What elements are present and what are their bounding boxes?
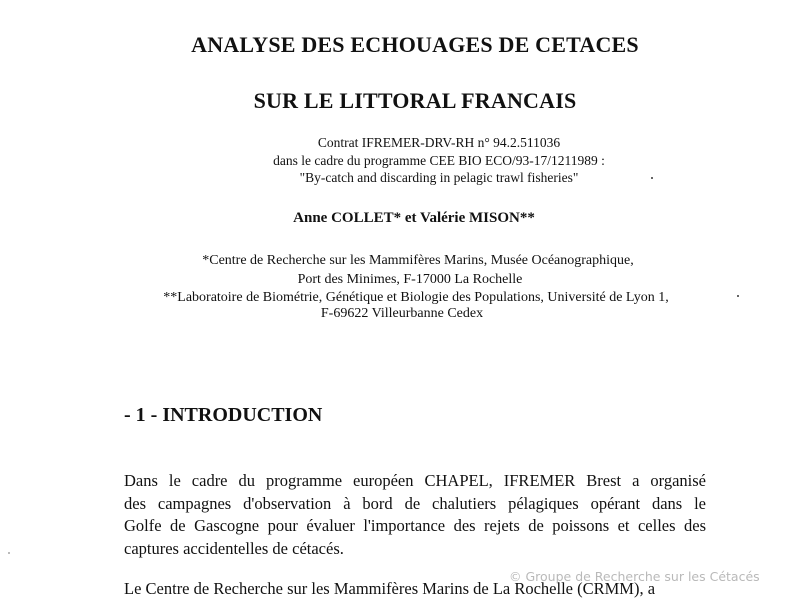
- paragraph-2-start: Le Centre de Recherche sur les Mammifères Marins de La Rochelle (CRMM), a: [124, 579, 656, 598]
- scan-speck: [737, 295, 739, 297]
- copyright-watermark: © Groupe de Recherche sur les Cétacés: [509, 569, 760, 584]
- title-line-2: SUR LE LITTORAL FRANCAIS: [253, 88, 577, 113]
- contract-number: Contrat IFREMER-DRV-RH n° 94.2.511036: [317, 135, 561, 150]
- affiliation-2-line-2: F-69622 Villeurbanne Cedex: [320, 306, 484, 321]
- paragraph-1-line: des campagnes d'observation à bord de chalutiers pélagiques opérant dans le: [124, 493, 706, 513]
- paragraph-1-line: captures accidentelles de cétacés.: [124, 538, 344, 558]
- contract-project-title: "By-catch and discarding in pelagic trawl fisheries": [299, 170, 579, 185]
- paragraph-1-line: Dans le cadre du programme européen CHAPEL, IFREMER Brest a organisé: [124, 471, 706, 490]
- section-heading: - 1 - INTRODUCTION: [124, 404, 323, 426]
- paragraph-1: [124, 470, 706, 560]
- affiliation-1-line-1: *Centre de Recherche sur les Mammifères Marins, Musée Océanographique,: [202, 253, 634, 268]
- affiliation-2-line-1: **Laboratoire de Biométrie, Génétique et Biologie des Populations, Université de Lyon 1,: [163, 290, 669, 305]
- affiliation-1-line-2: Port des Minimes, F-17000 La Rochelle: [297, 272, 523, 287]
- contract-info: [0, 134, 800, 187]
- contract-programme: dans le cadre du programme CEE BIO ECO/93-17/1211989 :: [273, 152, 605, 168]
- title-line-1: ANALYSE DES ECHOUAGES DE CETACES: [191, 32, 639, 57]
- scan-speck: [8, 552, 10, 554]
- paragraph-1-line: Golfe de Gascogne pour évaluer l'importance des rejets de poissons et celles des: [124, 516, 706, 535]
- authors: Anne COLLET* et Valérie MISON**: [293, 210, 535, 226]
- scan-speck: [651, 177, 653, 179]
